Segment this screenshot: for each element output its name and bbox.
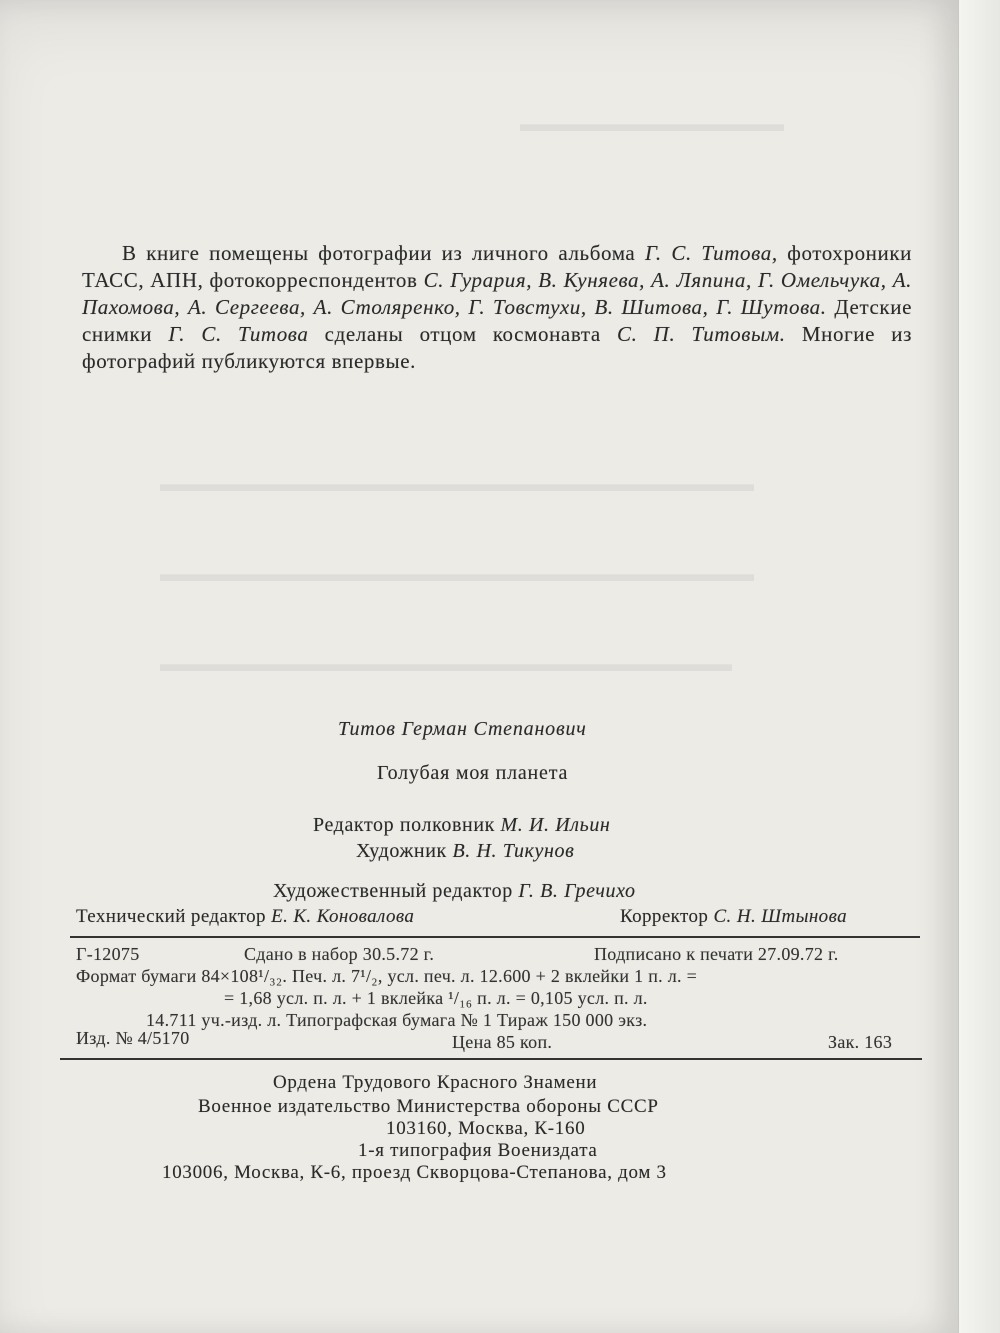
credits-text: Многие из фотографий публикуются впервые. (82, 322, 913, 373)
next-page-edge (958, 0, 1000, 1333)
format-line: Формат бумаги 84×108¹/₃₂. Печ. л. 7¹/₂, усл. печ. л. 12.600 + 2 вклейки 1 п. л. = (76, 966, 698, 986)
show-through-texture: ▬▬▬▬▬▬▬▬▬▬▬▬ (520, 111, 784, 136)
editor-label: Редактор полковник (313, 814, 501, 836)
publisher-line-4: 1-я типография Воениздата (358, 1140, 598, 1161)
corrector-label: Корректор (620, 906, 714, 927)
corrector-credit (620, 906, 847, 928)
credits-text: сделаны отцом космонавта (308, 322, 618, 346)
print-code: Г-12075 (76, 944, 140, 964)
show-through-texture: ▬▬▬▬▬▬▬▬▬▬▬▬▬▬▬▬▬▬▬▬▬▬▬▬▬▬ (160, 651, 732, 676)
show-through-texture: ▬▬▬▬▬▬▬▬▬▬▬▬▬▬▬▬▬▬▬▬▬▬▬▬▬▬▬ (160, 561, 754, 586)
artist-label: Художник (356, 840, 453, 862)
signed-date: Подписано к печати 27.09.72 г. (594, 944, 839, 964)
credits-name: С. П. Титовым. (617, 322, 786, 346)
art-editor-credit (273, 880, 636, 903)
credits-names: С. Гурария, В. Куняева, А. Ляпина, Г. Омельчука, А. Пахомова, А. Сергеева, А. Столяренко, Г. Товстухи, В. Шитова, Г. Шутова. (82, 268, 912, 319)
price: Цена 85 коп. (452, 1032, 553, 1052)
credits-text: фотохроники ТАСС, АПН, фотокорреспондентов (82, 241, 912, 292)
order-number: Зак. 163 (828, 1032, 893, 1052)
credits-text: В книге помещены фотографии из личного альбома (122, 241, 645, 265)
tech-editor-name: Е. К. Коновалова (271, 906, 415, 927)
tech-editor-label: Технический редактор (76, 906, 272, 927)
artist-name: В. Н. Тикунов (452, 840, 575, 862)
publisher-line-2: Военное издательство Министерства обороны СССР (198, 1096, 659, 1117)
credits-text: Детские снимки (82, 295, 912, 346)
publisher-line-1: Ордена Трудового Красного Знамени (273, 1072, 598, 1093)
publisher-line-3: 103160, Москва, К-160 (386, 1118, 586, 1139)
editor-credit (313, 814, 610, 837)
top-rule (70, 936, 920, 938)
publisher-line-5: 103006, Москва, К-6, проезд Скворцова-Степанова, дом 3 (162, 1162, 667, 1183)
izd-number: Изд. № 4/5170 (76, 1028, 190, 1048)
artist-credit (356, 840, 574, 863)
book-author: Титов Герман Степанович (338, 718, 587, 740)
bottom-rule (60, 1058, 922, 1060)
corrector-name: С. Н. Штынова (713, 906, 847, 927)
book-title: Голубая моя планета (377, 762, 569, 784)
art-editor-name: Г. В. Гречихо (518, 880, 636, 902)
show-through-texture: ▬▬▬▬▬▬▬▬▬▬▬▬▬▬▬▬▬▬▬▬▬▬▬▬▬▬▬ (160, 471, 754, 496)
circulation-line: 14.711 уч.-изд. л. Типографская бумага № 1 Тираж 150 000 экз. (146, 1010, 648, 1030)
art-editor-label: Художественный редактор (273, 880, 519, 902)
credits-name: Г. С. Титова (168, 322, 309, 346)
editor-name: М. И. Ильин (500, 814, 611, 836)
sheets-line: = 1,68 усл. п. л. + 1 вклейка ¹/₁₆ п. л. = 0,105 усл. п. л. (224, 988, 648, 1008)
photo-credits-paragraph (82, 240, 912, 375)
tech-editor-credit (76, 906, 414, 928)
submitted-date: Сдано в набор 30.5.72 г. (244, 944, 435, 964)
credits-name: Г. С. Титова, (644, 241, 778, 265)
